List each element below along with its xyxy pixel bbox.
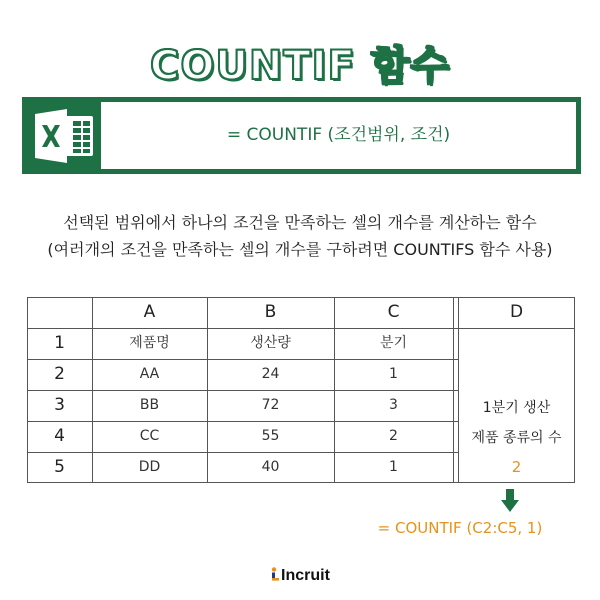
cell-a2: AA [139, 366, 160, 382]
cell-a1: 제품명 [129, 335, 170, 351]
incruit-logo-icon [270, 567, 280, 581]
syntax-box [22, 97, 581, 174]
cell-b3: 72 [261, 397, 280, 413]
result-formula: = COUNTIF (C2:C5, 1) [377, 519, 543, 537]
row-number: 1 [54, 333, 65, 353]
arrow-down-icon [501, 489, 519, 513]
cell-c2: 1 [389, 366, 398, 382]
brand-logo [0, 567, 600, 585]
d-result-value: 2 [511, 458, 522, 476]
spreadsheet-example [27, 297, 575, 483]
row-number: 2 [54, 364, 65, 384]
cell-c1: 분기 [379, 335, 408, 351]
cell-a4: CC [139, 428, 160, 444]
column-header-c: C [387, 302, 400, 322]
cell-c3: 3 [389, 397, 398, 413]
d-label-line-2: 제품 종류의 수 [471, 430, 562, 446]
row-number: 4 [54, 426, 65, 446]
column-header-b: B [264, 302, 277, 322]
description-line: 선택된 범위에서 하나의 조건을 만족하는 셀의 개수를 계산하는 함수 [63, 213, 537, 232]
cell-b2: 24 [261, 366, 280, 382]
cell-c4: 2 [389, 428, 398, 444]
cell-b5: 40 [261, 459, 280, 475]
excel-logo-icon [27, 102, 101, 169]
cell-a5: DD [138, 459, 161, 475]
page-title: COUNTIF 함수 [149, 43, 450, 89]
syntax-formula: = COUNTIF (조건범위, 조건) [226, 125, 451, 145]
cell-c5: 1 [389, 459, 398, 475]
column-header-a: A [143, 302, 156, 322]
description-note: (여러개의 조건을 만족하는 셀의 개수를 구하려면 COUNTIFS 함수 사용) [47, 240, 553, 259]
cell-b1: 생산량 [250, 335, 291, 351]
row-number: 3 [54, 395, 65, 415]
cell-b4: 55 [261, 428, 280, 444]
column-header-d: D [509, 302, 524, 322]
cell-a3: BB [139, 397, 160, 413]
row-number: 5 [54, 457, 65, 477]
d-label-line-1: 1분기 생산 [482, 400, 551, 416]
brand-name: Incruit [281, 567, 330, 584]
